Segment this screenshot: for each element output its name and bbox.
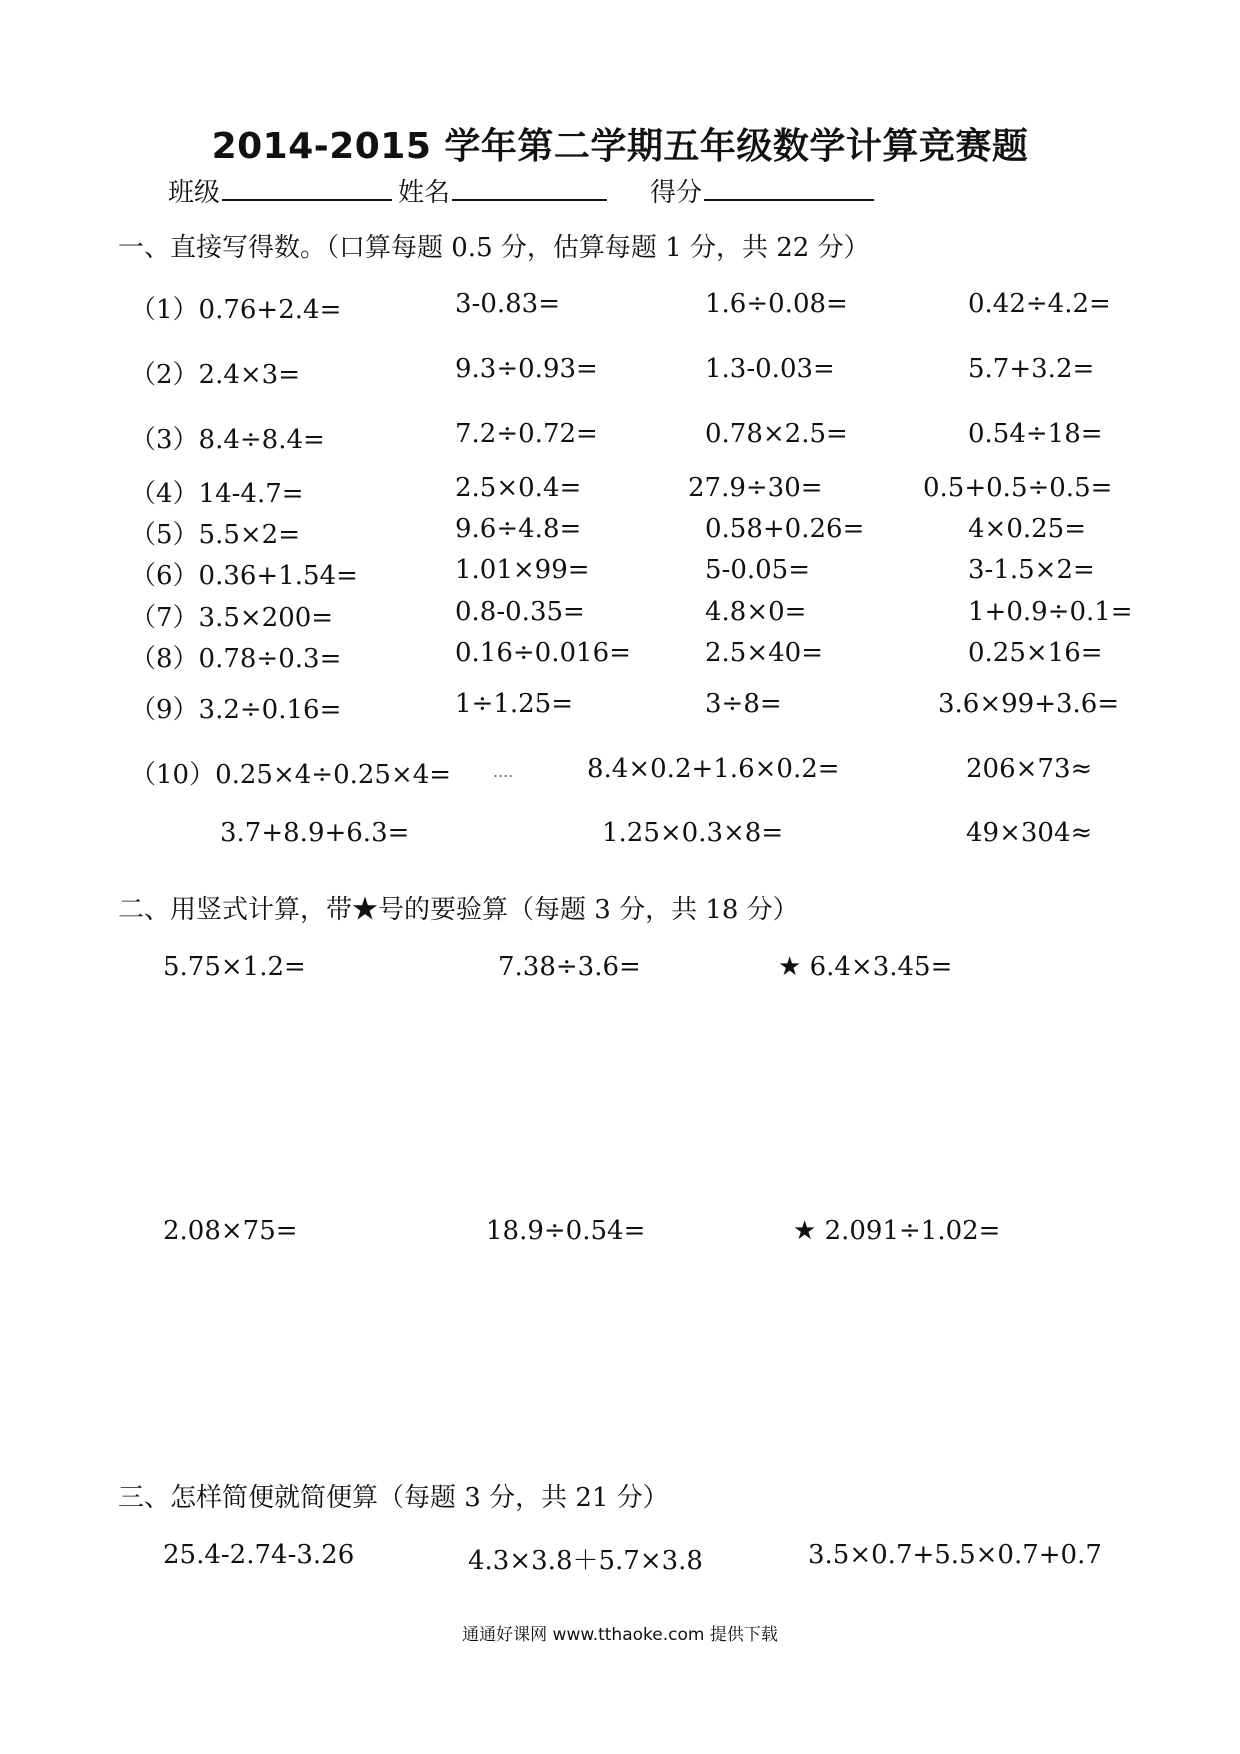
score-label: 得分 (650, 178, 703, 208)
problem-item: ★ 2.091÷1.02= (793, 1216, 1001, 1246)
section1-row-6 (0, 555, 1240, 589)
problem-item: 0.8-0.35= (455, 597, 585, 627)
class-field (168, 172, 392, 209)
page-title: 2014-2015 学年第二学期五年级数学计算竞赛题 (211, 126, 1029, 167)
problem-item: 8.4×0.2+1.6×0.2= (587, 754, 840, 784)
problem-item: 0.5+0.5÷0.5= (923, 473, 1113, 503)
problem-item: （8）0.78÷0.3= (130, 644, 342, 674)
problem-item: 3.5×0.7+5.5×0.7+0.7 (808, 1540, 1102, 1570)
name-blank[interactable] (452, 173, 607, 201)
problem-item: 3-0.83= (455, 289, 561, 319)
section1-row-4 (0, 473, 1240, 507)
problem-item: 0.42÷4.2= (968, 289, 1111, 319)
problem-item: 1+0.9÷0.1= (968, 597, 1133, 627)
problem-item: 18.9÷0.54= (486, 1216, 646, 1246)
problem-item: 1.6÷0.08= (705, 289, 848, 319)
section3-row-1 (0, 1540, 1240, 1574)
problem-item: 2.5×0.4= (455, 473, 582, 503)
problem-item: 7.2÷0.72= (455, 419, 598, 449)
name-field (398, 172, 607, 209)
problem-item: 2.5×40= (705, 638, 824, 668)
section1-heading: 一、直接写得数。（口算每题 0.5 分，估算每题 1 分，共 22 分） (118, 233, 870, 263)
problem-item: 7.38÷3.6= (498, 952, 641, 982)
problem-item: 2.08×75= (163, 1216, 298, 1246)
problem-item: 3.7+8.9+6.3= (220, 818, 410, 848)
problem-item: 5-0.05= (705, 555, 811, 585)
problem-item: 27.9÷30= (688, 473, 823, 503)
problem-item: 5.7+3.2= (968, 354, 1095, 384)
section1-row-2 (0, 354, 1240, 388)
problem-item: 1.25×0.3×8= (602, 818, 784, 848)
problem-item: 9.3÷0.93= (455, 354, 598, 384)
problem-item: （2）2.4×3= (130, 360, 301, 390)
problem-item: 0.78×2.5= (705, 419, 848, 449)
problem-item: 4.3×3.8＋5.7×3.8 (468, 1546, 703, 1576)
section2-row-2 (0, 1216, 1240, 1250)
section1-row-1 (0, 289, 1240, 323)
footer-source: 通通好课网 www.tthaoke.com 提供下载 (462, 1625, 778, 1645)
problem-item: 4.8×0= (705, 597, 807, 627)
problem-item: 9.6÷4.8= (455, 514, 582, 544)
class-label: 班级 (168, 178, 221, 208)
problem-item: （10）0.25×4÷0.25×4= (130, 760, 452, 790)
problem-item: （6）0.36+1.54= (130, 561, 358, 591)
problem-item: （9）3.2÷0.16= (130, 695, 342, 725)
problem-item: （7）3.5×200= (130, 603, 334, 633)
problem-item: 1.3-0.03= (705, 354, 835, 384)
score-field (650, 172, 874, 209)
problem-item: 3-1.5×2= (968, 555, 1095, 585)
section1-row-10 (0, 754, 1240, 788)
section1-row-11 (0, 818, 1240, 852)
problem-item: （1）0.76+2.4= (130, 295, 342, 325)
problem-item: 206×73≈ (966, 754, 1093, 784)
section1-row-9 (0, 689, 1240, 723)
dot-marks: .... (493, 762, 514, 781)
section2-heading: 二、用竖式计算，带★号的要验算（每题 3 分，共 18 分） (118, 895, 799, 925)
problem-item: 3.6×99+3.6= (938, 689, 1120, 719)
class-blank[interactable] (222, 173, 392, 201)
problem-item: 5.75×1.2= (163, 952, 306, 982)
section2-row-1 (0, 952, 1240, 986)
problem-item: （3）8.4÷8.4= (130, 425, 325, 455)
problem-item: 0.25×16= (968, 638, 1103, 668)
problem-item: 25.4-2.74-3.26 (163, 1540, 355, 1570)
section1-row-3 (0, 419, 1240, 453)
section1-row-7 (0, 597, 1240, 631)
score-blank[interactable] (704, 173, 874, 201)
problem-item: 1÷1.25= (455, 689, 574, 719)
problem-item: 1.01×99= (455, 555, 590, 585)
problem-item: 0.54÷18= (968, 419, 1103, 449)
problem-item: （4）14-4.7= (130, 479, 304, 509)
problem-item: 3÷8= (705, 689, 782, 719)
problem-item: ★ 6.4×3.45= (778, 952, 953, 982)
problem-item: 0.16÷0.016= (455, 638, 631, 668)
problem-item: 4×0.25= (968, 514, 1087, 544)
section1-row-5 (0, 514, 1240, 548)
section1-row-8 (0, 638, 1240, 672)
problem-item: 49×304≈ (966, 818, 1093, 848)
name-label: 姓名 (398, 178, 451, 208)
section3-heading: 三、怎样简便就简便算（每题 3 分，共 21 分） (118, 1483, 669, 1513)
problem-item: 0.58+0.26= (705, 514, 865, 544)
problem-item: （5）5.5×2= (130, 520, 301, 550)
